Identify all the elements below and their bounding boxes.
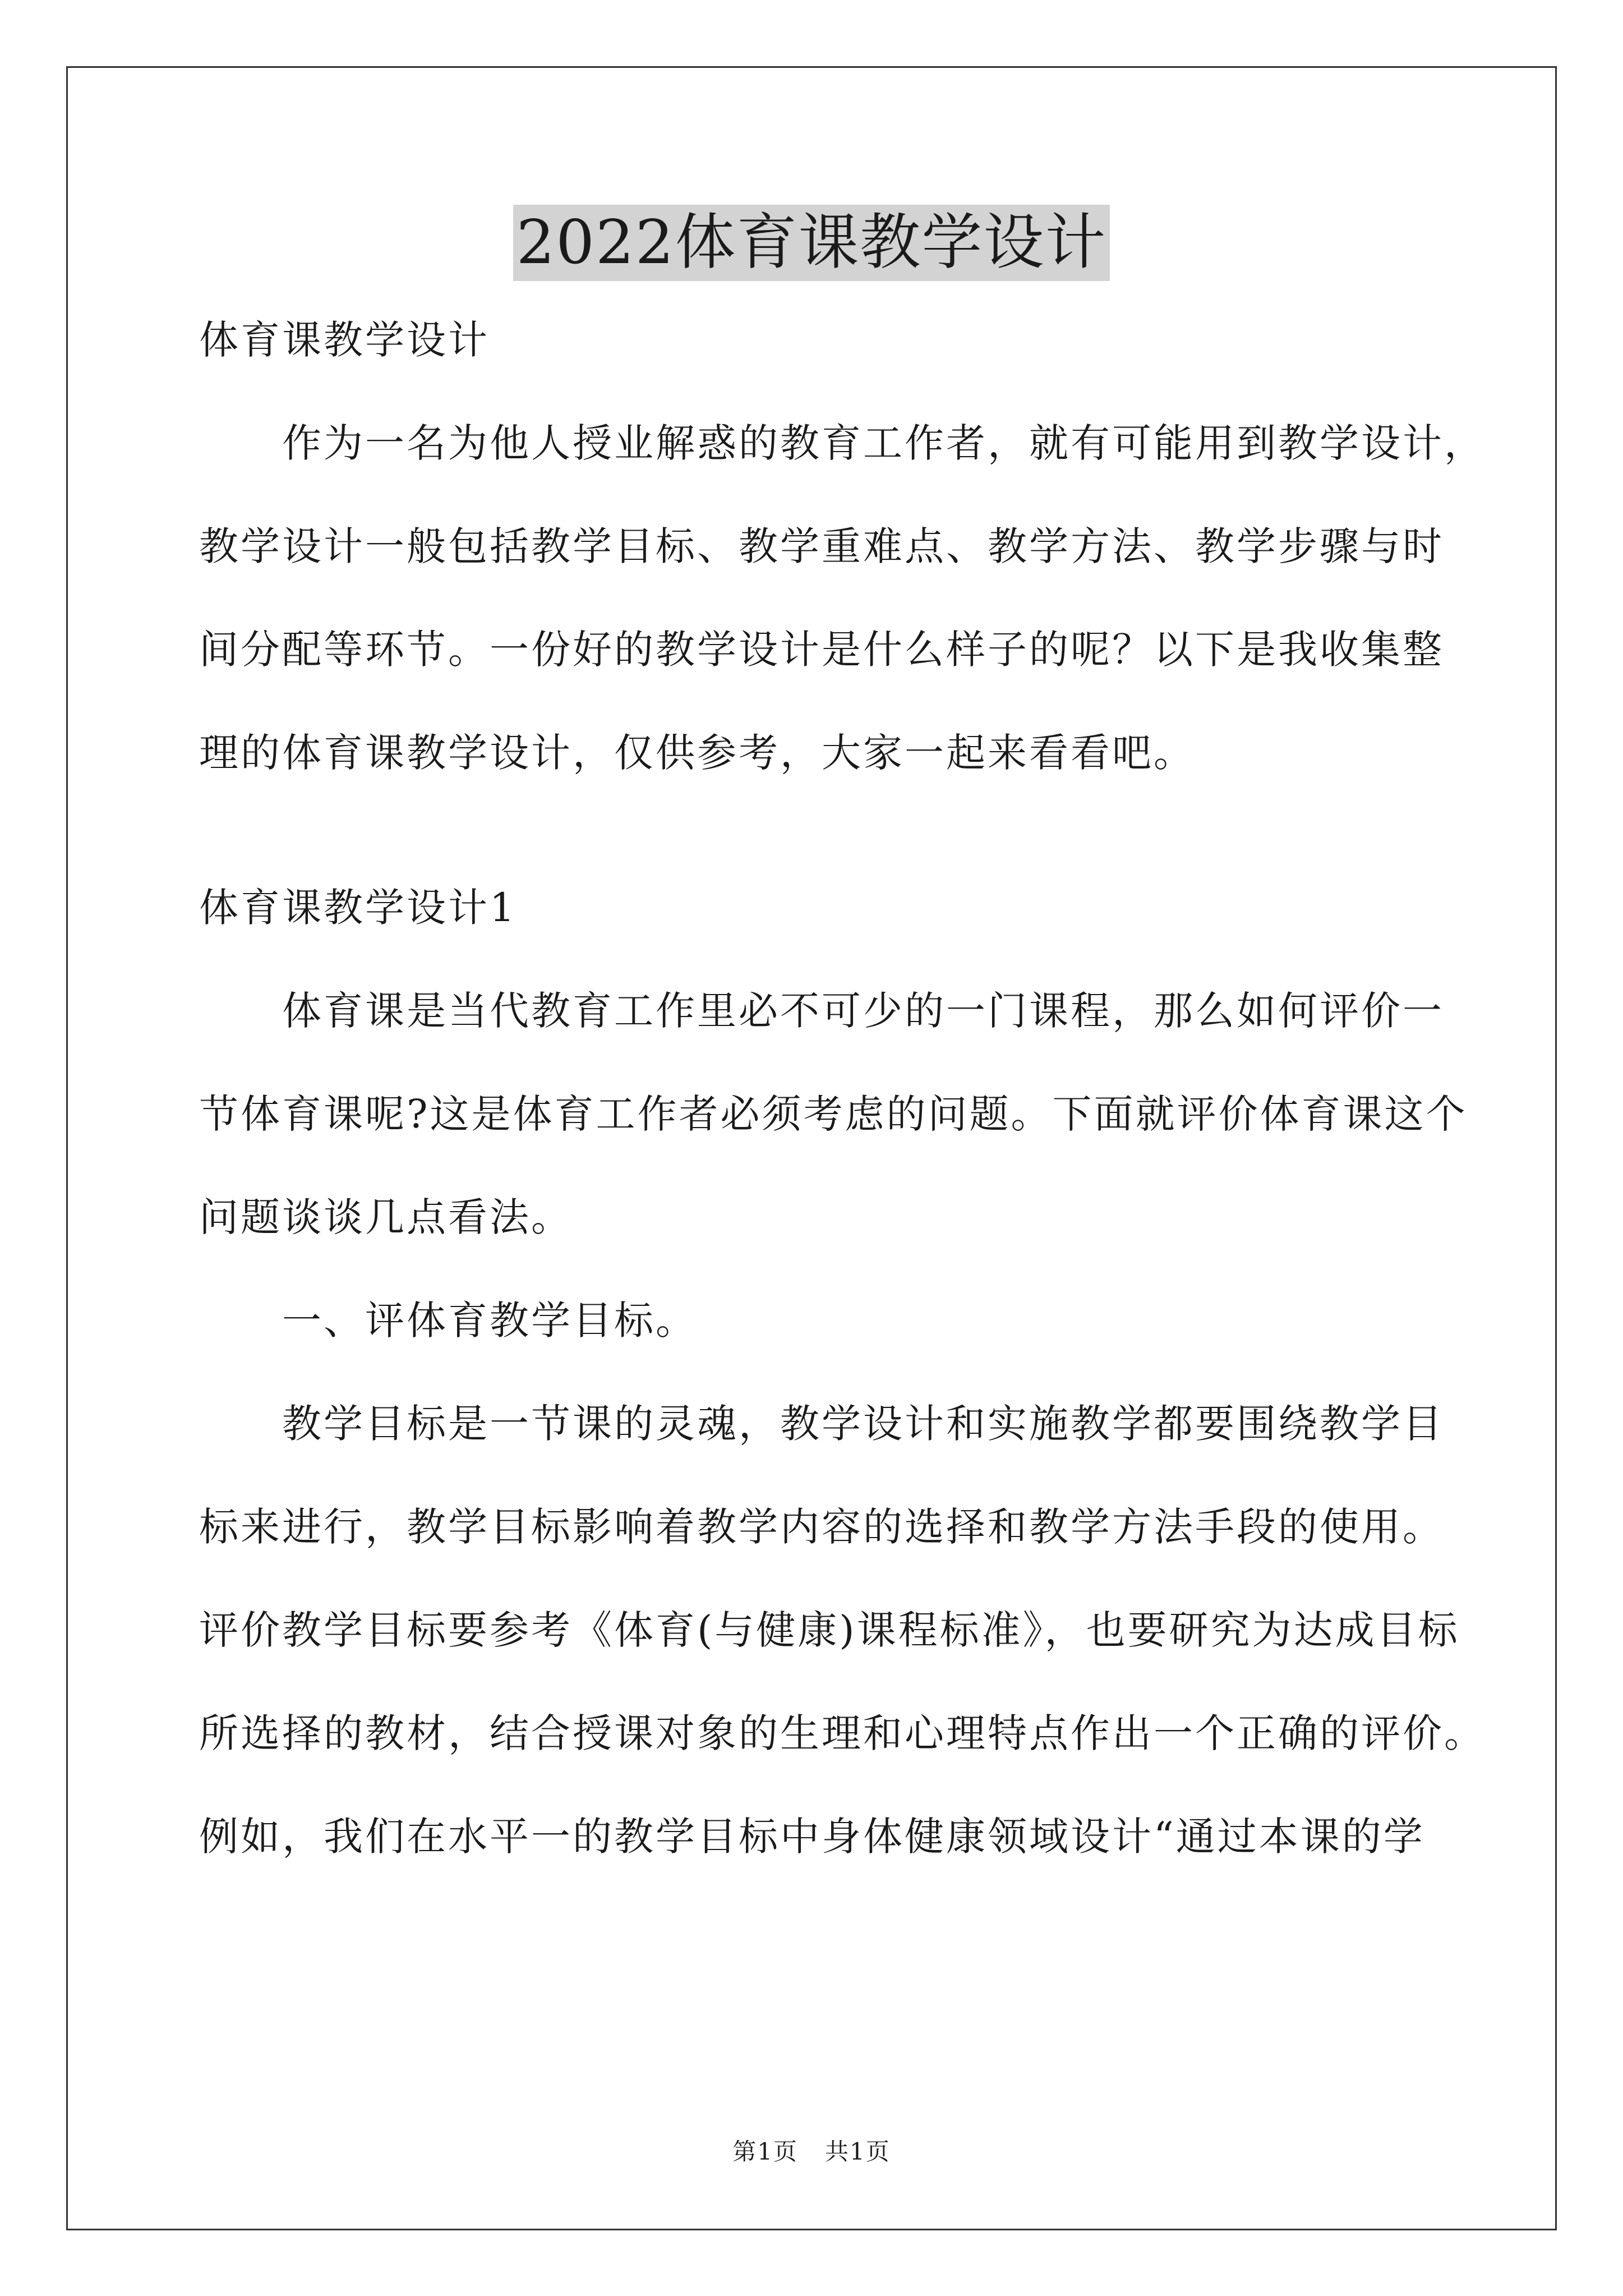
line-spacing bbox=[199, 675, 1433, 727]
body-line: 体育课是当代教育工作里必不可少的一门课程，那么如何评价一 bbox=[199, 988, 1444, 1034]
body-line: 所选择的教材，结合授课对象的生理和心理特点作出一个正确的评价。 bbox=[199, 1710, 1486, 1756]
document-title: 2022体育课教学设计 bbox=[513, 205, 1110, 281]
section-spacing bbox=[199, 830, 1433, 882]
line-spacing bbox=[199, 1656, 1433, 1708]
body-line: 理的体育课教学设计，仅供参考，大家一起来看看吧。 bbox=[199, 730, 1195, 776]
body-line: 例如，我们在水平一的教学目标中身体健康领域设计“通过本课的学 bbox=[199, 1814, 1425, 1860]
line-spacing bbox=[199, 1759, 1433, 1811]
body-line: 标来进行，教学目标影响着教学内容的选择和教学方法手段的使用。 bbox=[199, 1504, 1444, 1550]
body-line: 作为一名为他人授业解惑的教育工作者，就有可能用到教学设计， bbox=[199, 420, 1486, 466]
body-line: 节体育课呢?这是体育工作者必须考虑的问题。下面就评价体育课这个 bbox=[199, 1091, 1468, 1137]
body-line: 间分配等环节。一份好的教学设计是什么样子的呢？以下是我收集整 bbox=[199, 627, 1444, 673]
body-line: 体育课教学设计 bbox=[199, 317, 490, 363]
line-spacing bbox=[199, 1553, 1433, 1604]
line-spacing bbox=[199, 1037, 1433, 1088]
body-line: 体育课教学设计1 bbox=[199, 885, 517, 931]
line-spacing bbox=[199, 572, 1433, 624]
line-spacing bbox=[199, 1243, 1433, 1295]
line-spacing bbox=[199, 779, 1433, 830]
title-container bbox=[0, 205, 1623, 281]
line-spacing bbox=[199, 366, 1433, 417]
page-total: 共1页 bbox=[825, 2138, 891, 2165]
page-number: 第1页 bbox=[732, 2138, 798, 2165]
body-line: 教学设计一般包括教学目标、教学重难点、教学方法、教学步骤与时 bbox=[199, 523, 1444, 569]
body-line: 教学目标是一节课的灵魂，教学设计和实施教学都要围绕教学目 bbox=[199, 1401, 1444, 1447]
body-line: 一、评体育教学目标。 bbox=[199, 1297, 697, 1343]
document-body bbox=[199, 314, 1486, 1862]
line-spacing bbox=[199, 469, 1433, 521]
page-footer bbox=[0, 2136, 1623, 2168]
line-spacing bbox=[199, 933, 1433, 985]
line-spacing bbox=[199, 1346, 1433, 1398]
line-spacing bbox=[199, 1450, 1433, 1501]
line-spacing bbox=[199, 1140, 1433, 1191]
body-line: 评价教学目标要参考《体育(与健康)课程标准》，也要研究为达成目标 bbox=[199, 1607, 1460, 1653]
body-line: 问题谈谈几点看法。 bbox=[199, 1194, 573, 1240]
